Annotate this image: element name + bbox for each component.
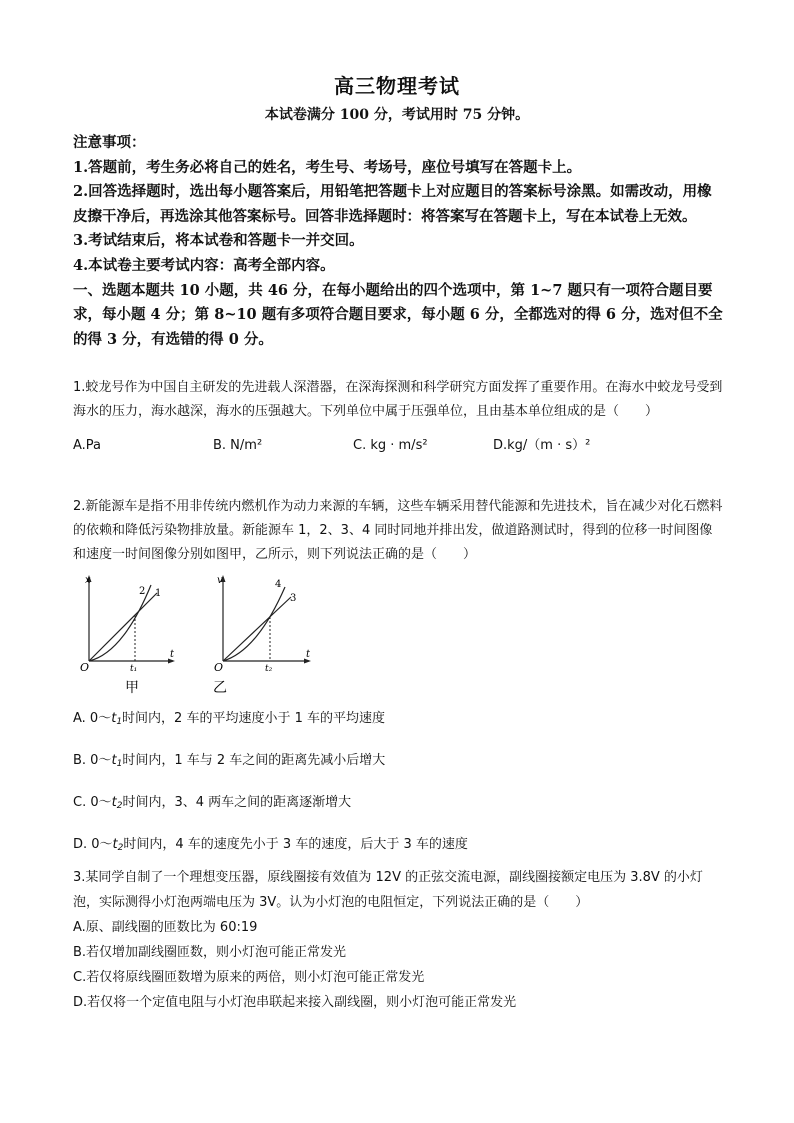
line-3 [223, 597, 291, 661]
option-var: t [111, 753, 117, 768]
line-1-label: 1 [155, 588, 162, 599]
x-axis-label: t [170, 649, 175, 660]
page-title: 高三物理考试 [334, 74, 460, 98]
q2-option-d [73, 833, 468, 853]
option-prefix: D. 0～ [73, 837, 113, 852]
option-var: t [111, 795, 117, 810]
y-axis-label: v [217, 575, 223, 586]
option-prefix: C. 0～ [73, 795, 112, 810]
notes-section [73, 131, 723, 352]
option-d: D.若仅将一个定值电阻与小灯泡串联起来接入副线圈，则小灯泡可能正常发光 [73, 995, 517, 1010]
question-3 [73, 865, 723, 1015]
option-var: t [112, 837, 118, 852]
option-prefix: A. 0～ [73, 711, 112, 726]
note-item: 3.考试结束后，将本试卷和答题卡一并交回。 [73, 232, 364, 250]
velocity-time-graph [213, 575, 311, 696]
note-item: 2.回答选择题时，选出每小题答案后，用铅笔把答题卡上对应题目的答案标号涂黑。如需改动，用橡皮擦干净后，再选涂其他答案标号。回答非选择题时：将答案写在答题卡上，写在本试卷上无效。 [73, 183, 712, 225]
page-subtitle: 本试卷满分 100 分，考试用时 75 分钟。 [264, 107, 530, 123]
section-intro: 一、选题本题共 10 小题，共 46 分，在每小题给出的四个选项中，第 1~7 题只有一项符合题目要求，每小题 4 分；第 8~10 题有多项符合题目要求，每小题 6 分，全都选对的得 6 分，选对但不全的得 3 分，有选错的得 0 分。 [73, 281, 723, 348]
option-text: 时间内，3、4 两车之间的距离逐渐增大 [122, 795, 352, 810]
option-subscript: 2 [117, 843, 124, 853]
curve-2-label: 2 [139, 586, 146, 597]
option-text: 时间内，2 车的平均速度小于 1 车的平均速度 [122, 711, 385, 726]
origin-label: O [214, 661, 224, 674]
option-subscript: 1 [116, 717, 123, 727]
question-stem: 1.蛟龙号作为中国自主研发的先进载人深潜器，在深海探测和科学研究方面发挥了重要作用。在海水中蛟龙号受到海水的压力，海水越深，海水的压强越大。下列单位中属于压强单位，且由基本单位组成的是（ ） [73, 380, 723, 419]
q2-option-c [73, 791, 351, 811]
option-a: A.原、副线圈的匝数比为 60:19 [73, 920, 258, 935]
figure-caption-jia: 甲 [125, 680, 139, 696]
origin-label: O [80, 661, 90, 674]
graphs [73, 573, 333, 698]
question-stem: 2.新能源车是指不用非传统内燃机作为动力来源的车辆，这些车辆采用替代能源和先进技术，旨在减少对化石燃料的依赖和降低污染物排放量。新能源车 1，2、3、4 同时同地并排出发，做道路测试时，得到的位移一时间图像和速度一时间图像分别如图甲，乙所示，则下列说法正确的是（ ） [73, 499, 723, 562]
option-a: A.Pa [73, 438, 102, 453]
q2-option-a [73, 707, 385, 727]
option-subscript: 1 [116, 759, 123, 769]
option-b: B. N/m² [213, 438, 263, 453]
question-2-figures [73, 573, 333, 698]
q2-option-b [73, 749, 385, 769]
curve-4 [223, 587, 285, 661]
question-options [73, 434, 723, 458]
t1-tick-label: t₁ [130, 664, 138, 674]
option-b: B.若仅增加副线圈匝数，则小灯泡可能正常发光 [73, 945, 347, 960]
y-axis-label: x [85, 575, 91, 586]
option-text: 时间内，1 车与 2 车之间的距离先减小后增大 [122, 753, 386, 768]
option-subscript: 2 [116, 801, 123, 811]
option-c: C.若仅将原线圈匝数增为原来的两倍，则小灯泡可能正常发光 [73, 970, 425, 985]
displacement-time-graph [80, 575, 175, 696]
figure-caption-yi: 乙 [213, 680, 227, 696]
question-2 [73, 495, 723, 567]
line-3-label: 3 [290, 593, 297, 604]
line-1 [89, 593, 157, 661]
question-stem: 3.某同学自制了一个理想变压器，原线圈接有效值为 12V 的正弦交流电源，副线圈接额定电压为 3.8V 的小灯泡，实际测得小灯泡两端电压为 3V。认为小灯泡的电阻恒定，下列说法正确的是（ ） [73, 870, 703, 910]
option-c: C. kg · m/s² [353, 438, 428, 453]
x-axis-label: t [306, 649, 311, 660]
option-text: 时间内，4 车的速度先小于 3 车的速度，后大于 3 车的速度 [123, 837, 468, 852]
option-prefix: B. 0～ [73, 753, 112, 768]
t2-tick-label: t₂ [265, 664, 273, 674]
notes-heading: 注意事项： [73, 134, 146, 151]
note-item: 4.本试卷主要考试内容：高考全部内容。 [73, 256, 335, 274]
note-item: 1.答题前，考生务必将自己的姓名，考生号、考场号，座位号填写在答题卡上。 [73, 158, 582, 176]
curve-4-label: 4 [275, 579, 282, 590]
question-1 [73, 376, 723, 458]
option-d: D.kg/（m · s）² [493, 438, 591, 453]
option-var: t [111, 711, 117, 726]
